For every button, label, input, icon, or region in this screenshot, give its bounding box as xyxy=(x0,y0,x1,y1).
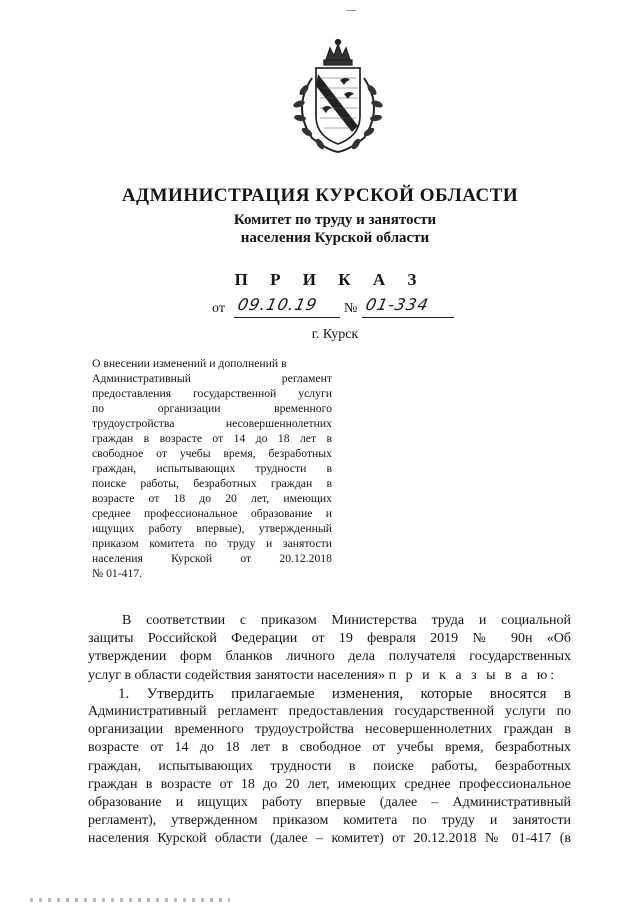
number-prefix: № xyxy=(344,301,358,316)
committee-line-2: населения Курской области xyxy=(240,230,430,246)
subject-line: Административный регламент xyxy=(92,372,332,385)
scan-mark xyxy=(346,10,356,11)
subject-line: О внесении изменений и дополнений в xyxy=(92,357,287,370)
subject-line: возрасте от 18 до 20 лет, имеющих xyxy=(92,492,332,505)
date-prefix: от xyxy=(212,301,225,316)
item-line: граждан, испытывающих трудности в поиске работы, безработных xyxy=(88,758,571,774)
handwritten-number: 01-334 xyxy=(363,295,431,314)
subject-line: среднее профессиональное образование и xyxy=(92,507,332,520)
coat-of-arms-emblem xyxy=(282,38,394,158)
item-line: 1. Утвердить прилагаемые изменения, которые вносятся в xyxy=(118,685,571,702)
scan-edge-marks xyxy=(30,898,230,902)
committee-line-1: Комитет по труду и занятости xyxy=(233,212,437,228)
subject-line: по организации временного xyxy=(92,402,332,415)
organization-title: АДМИНИСТРАЦИЯ КУРСКОЙ ОБЛАСТИ xyxy=(121,185,519,206)
preamble-last-text: услуг в области содействия занятости населения» xyxy=(88,667,386,683)
item-line: регламент), утвержденном приказом комитета по труду и занятости xyxy=(88,813,571,829)
order-command: п р и к а з ы в а ю: xyxy=(388,667,558,683)
order-body xyxy=(88,612,571,849)
item-line: организации временного трудоустройства несовершеннолетних граждан в xyxy=(88,722,571,738)
subject-line: предоставления государственной услуги xyxy=(92,387,332,400)
item-line: возрасте от 14 до 18 лет в свободное от учебы время, безработных xyxy=(88,740,571,756)
document-type-heading: П Р И К А З xyxy=(234,270,426,289)
preamble-last-line xyxy=(88,667,571,685)
subject-line: поиске работы, безработных граждан в xyxy=(92,477,332,490)
subject-line: граждан, испытывающих трудности в xyxy=(92,462,332,475)
item-line: населения Курской области (далее – комитет) от 20.12.2018 № 01-417 (в xyxy=(88,831,571,847)
subject-line: приказом комитета по труду и занятости xyxy=(92,537,332,550)
item-line: Административный регламент предоставления государственной услуги по xyxy=(88,704,571,720)
subject-line: граждан в возрасте от 14 до 18 лет в xyxy=(92,432,332,445)
subject-line: ищущих работу впервые), утвержденный xyxy=(92,522,332,535)
preamble-line: утверждении форм бланков личного дела получателя государственных xyxy=(88,649,571,665)
item-line: граждан в возрасте от 18 до 20 лет, имеющих среднее профессиональное xyxy=(88,776,571,792)
order-date-number-line xyxy=(212,297,472,319)
number-field xyxy=(362,297,454,318)
date-field xyxy=(234,297,340,318)
handwritten-date: 09.10.19 xyxy=(235,295,320,314)
order-subject xyxy=(92,356,332,581)
preamble-line: В соответствии с приказом Министерства труда и социальной xyxy=(122,613,571,628)
subject-line: № 01-417. xyxy=(92,567,143,580)
subject-line: свободное от учебы время, безработных xyxy=(92,447,332,460)
city-label: г. Курск xyxy=(311,327,359,342)
subject-line: трудоустройства несовершеннолетних xyxy=(92,417,332,430)
committee-name xyxy=(0,211,640,247)
preamble-line: защиты Российской Федерации от 19 февраля 2019 № 90н «Об xyxy=(88,631,571,647)
item-line: образование и ищущих работу впервые (далее – Административный xyxy=(88,795,571,811)
subject-line: населения Курской от 20.12.2018 xyxy=(92,552,332,565)
